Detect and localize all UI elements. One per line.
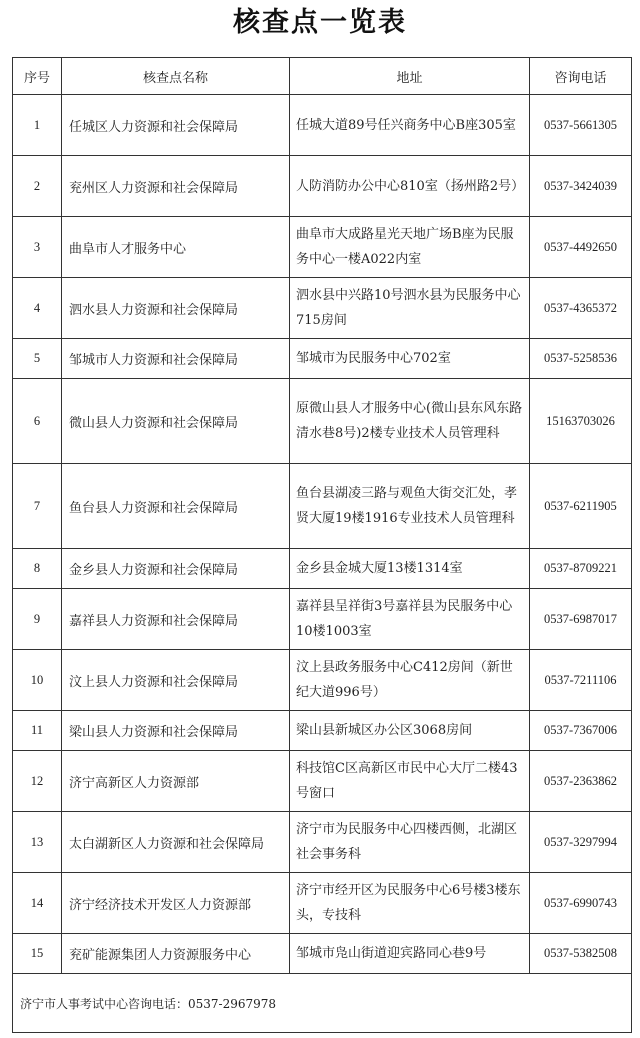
row-number: 5 <box>13 339 62 379</box>
row-checkpoint-name: 太白湖新区人力资源和社会保障局 <box>62 812 290 873</box>
row-address: 金乡县金城大厦13楼1314室 <box>290 549 530 589</box>
row-address: 鱼台县湖凌三路与观鱼大街交汇处，孝贤大厦19楼1916专业技术人员管理科 <box>290 464 530 549</box>
row-phone: 0537-7367006 <box>530 711 632 751</box>
row-number: 8 <box>13 549 62 589</box>
row-phone: 0537-8709221 <box>530 549 632 589</box>
row-address: 汶上县政务服务中心C412房间（新世纪大道996号） <box>290 650 530 711</box>
row-phone: 0537-5382508 <box>530 934 632 974</box>
table-row <box>13 156 632 217</box>
row-phone: 0537-6990743 <box>530 873 632 934</box>
row-phone: 0537-7211106 <box>530 650 632 711</box>
row-address: 嘉祥县呈祥街3号嘉祥县为民服务中心10楼1003室 <box>290 589 530 650</box>
row-address: 任城大道89号任兴商务中心B座305室 <box>290 95 530 156</box>
header-address: 地址 <box>290 58 530 95</box>
row-phone: 0537-4365372 <box>530 278 632 339</box>
row-address: 邹城市为民服务中心702室 <box>290 339 530 379</box>
row-checkpoint-name: 汶上县人力资源和社会保障局 <box>62 650 290 711</box>
table-row <box>13 873 632 934</box>
row-address: 济宁市为民服务中心四楼西侧，北湖区社会事务科 <box>290 812 530 873</box>
footer-contact: 济宁市人事考试中心咨询电话：0537-2967978 <box>13 974 632 1033</box>
row-checkpoint-name: 微山县人力资源和社会保障局 <box>62 379 290 464</box>
row-checkpoint-name: 济宁经济技术开发区人力资源部 <box>62 873 290 934</box>
table-row <box>13 217 632 278</box>
row-number: 12 <box>13 751 62 812</box>
row-number: 13 <box>13 812 62 873</box>
row-number: 6 <box>13 379 62 464</box>
table-row <box>13 339 632 379</box>
row-checkpoint-name: 济宁高新区人力资源部 <box>62 751 290 812</box>
row-phone: 0537-3424039 <box>530 156 632 217</box>
row-number: 1 <box>13 95 62 156</box>
row-checkpoint-name: 曲阜市人才服务中心 <box>62 217 290 278</box>
row-phone: 0537-5258536 <box>530 339 632 379</box>
row-number: 11 <box>13 711 62 751</box>
row-checkpoint-name: 嘉祥县人力资源和社会保障局 <box>62 589 290 650</box>
row-phone: 0537-3297994 <box>530 812 632 873</box>
row-address: 原微山县人才服务中心(微山县东风东路清水巷8号)2楼专业技术人员管理科 <box>290 379 530 464</box>
row-address: 济宁市经开区为民服务中心6号楼3楼东头，专技科 <box>290 873 530 934</box>
row-address: 邹城市凫山街道迎宾路同心巷9号 <box>290 934 530 974</box>
row-number: 4 <box>13 278 62 339</box>
row-number: 3 <box>13 217 62 278</box>
row-address: 曲阜市大成路星光天地广场B座为民服务中心一楼A022内室 <box>290 217 530 278</box>
row-checkpoint-name: 邹城市人力资源和社会保障局 <box>62 339 290 379</box>
page-title: 核查点一览表 <box>233 7 407 38</box>
row-phone: 0537-4492650 <box>530 217 632 278</box>
row-number: 2 <box>13 156 62 217</box>
row-phone: 0537-2363862 <box>530 751 632 812</box>
row-checkpoint-name: 任城区人力资源和社会保障局 <box>62 95 290 156</box>
header-phone: 咨询电话 <box>530 58 632 95</box>
table-row <box>13 812 632 873</box>
row-address: 梁山县新城区办公区3068房间 <box>290 711 530 751</box>
row-phone: 0537-6987017 <box>530 589 632 650</box>
row-checkpoint-name: 金乡县人力资源和社会保障局 <box>62 549 290 589</box>
row-checkpoint-name: 兖州区人力资源和社会保障局 <box>62 156 290 217</box>
header-name: 核查点名称 <box>62 58 290 95</box>
footer-row <box>13 974 632 1033</box>
table-row <box>13 650 632 711</box>
table-row <box>13 464 632 549</box>
table-row <box>13 711 632 751</box>
table-row <box>13 379 632 464</box>
row-checkpoint-name: 梁山县人力资源和社会保障局 <box>62 711 290 751</box>
row-number: 14 <box>13 873 62 934</box>
table-row <box>13 278 632 339</box>
row-phone: 0537-5661305 <box>530 95 632 156</box>
table-row <box>13 549 632 589</box>
table-row <box>13 95 632 156</box>
row-number: 15 <box>13 934 62 974</box>
row-checkpoint-name: 泗水县人力资源和社会保障局 <box>62 278 290 339</box>
row-phone: 0537-6211905 <box>530 464 632 549</box>
table-body <box>13 95 632 974</box>
table-row <box>13 751 632 812</box>
checkpoint-table <box>12 57 632 1033</box>
row-checkpoint-name: 兖矿能源集团人力资源服务中心 <box>62 934 290 974</box>
row-phone: 15163703026 <box>530 379 632 464</box>
row-number: 10 <box>13 650 62 711</box>
row-checkpoint-name: 鱼台县人力资源和社会保障局 <box>62 464 290 549</box>
row-address: 科技馆C区高新区市民中心大厅二楼43号窗口 <box>290 751 530 812</box>
row-number: 9 <box>13 589 62 650</box>
row-address: 人防消防办公中心810室（扬州路2号） <box>290 156 530 217</box>
table-header-row <box>13 58 632 95</box>
row-number: 7 <box>13 464 62 549</box>
row-address: 泗水县中兴路10号泗水县为民服务中心715房间 <box>290 278 530 339</box>
table-row <box>13 589 632 650</box>
header-no: 序号 <box>13 58 62 95</box>
table-row <box>13 934 632 974</box>
